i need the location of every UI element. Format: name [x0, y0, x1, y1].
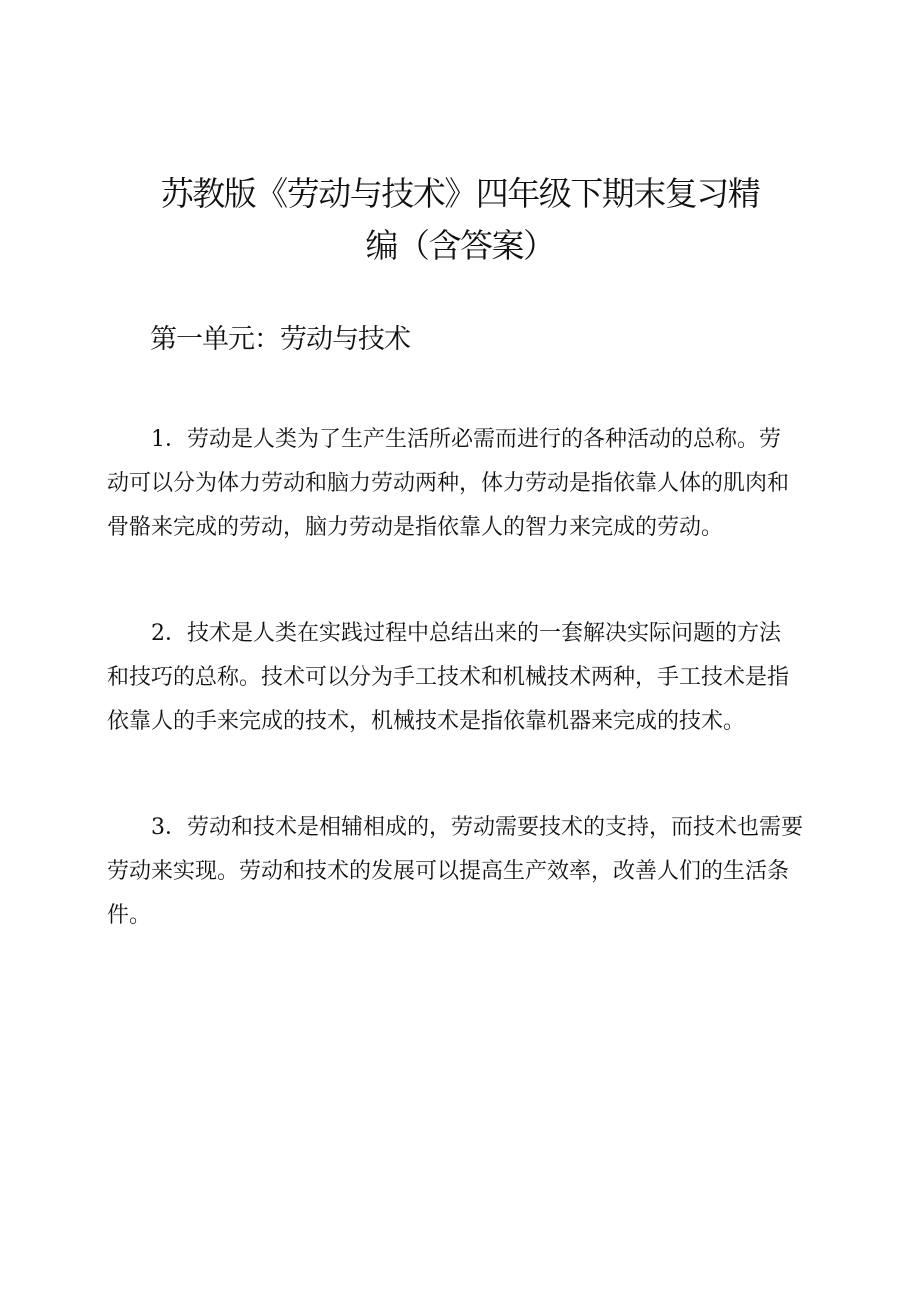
paragraph-line: 和技巧的总称。技术可以分为手工技术和机械技术两种，手工技术是指: [107, 665, 790, 690]
paragraph-3: [107, 806, 823, 938]
paragraph-line: 动可以分为体力劳动和脑力劳动两种，体力劳动是指依靠人体的肌肉和: [107, 471, 790, 496]
paragraph-line: 1．劳动是人类为了生产生活所必需而进行的各种活动的总称。劳: [151, 427, 781, 452]
paragraph-1: [107, 418, 823, 550]
document-title: [100, 168, 820, 272]
paragraph-line: 3．劳动和技术是相辅相成的，劳动需要技术的支持，而技术也需要: [151, 815, 803, 840]
section-heading: 第一单元：劳动与技术: [150, 324, 410, 355]
paragraph-2: [107, 612, 823, 744]
paragraph-line: 2．技术是人类在实践过程中总结出来的一套解决实际问题的方法: [151, 621, 781, 646]
document-title-line-1: 苏教版《劳动与技术》四年级下期末复习精: [160, 174, 760, 213]
paragraph-line: 劳动来实现。劳动和技术的发展可以提高生产效率，改善人们的生活条: [107, 859, 790, 884]
document-title-line-2: 编（含答案）: [365, 226, 555, 265]
paragraph-line: 件。: [107, 903, 152, 928]
paragraph-line: 依靠人的手来完成的技术，机械技术是指依靠机器来完成的技术。: [107, 709, 746, 734]
paragraph-line: 骨骼来完成的劳动，脑力劳动是指依靠人的智力来完成的劳动。: [107, 515, 724, 540]
